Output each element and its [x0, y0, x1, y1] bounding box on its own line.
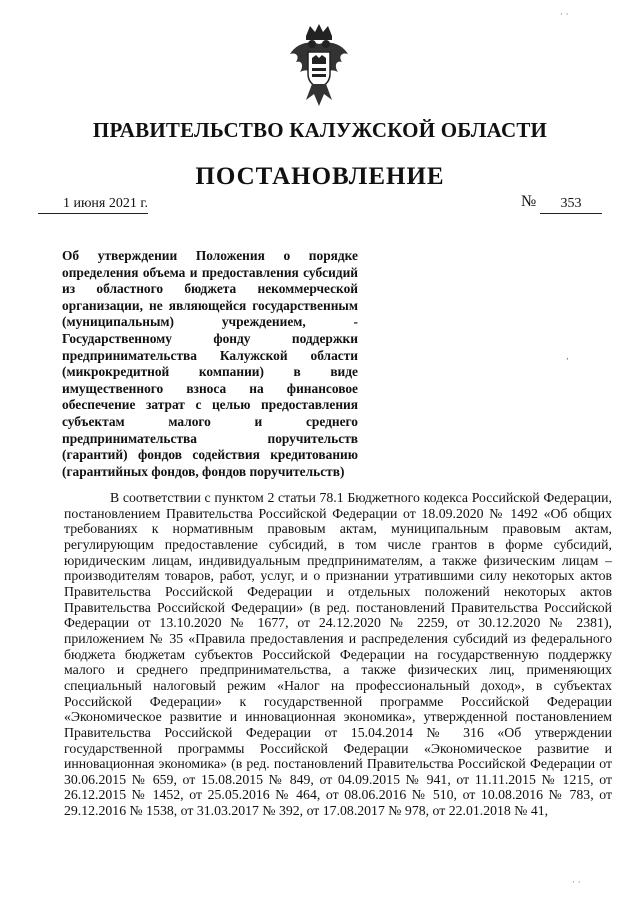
scan-mark: · ·	[572, 878, 581, 888]
document-date: 1 июня 2021 г.	[38, 196, 148, 214]
document-type-title: ПОСТАНОВЛЕНИЕ	[195, 163, 445, 190]
coat-of-arms-icon	[286, 22, 352, 108]
scan-mark: · ·	[560, 10, 569, 20]
scan-mark: ,	[566, 352, 569, 362]
body-paragraph: В соответствии с пунктом 2 статьи 78.1 Бюджетного кодекса Российской Федерации, постановлением Правительства Российской Федерации от 18.09.2020 № 1492 «Об общих требованиях к нормативным правовым актам, муниципальным правовым актам, регулирующим предоставление субсидий, в том числе грантов в форме субсидий, юридическим лицам, индивидуальным предпринимателям, а также физическим лицам – производителям товаров, работ, услуг, и о признании утратившими силу некоторых актов Правительства Российской Федерации и отдельных положений некоторых актов Правительства Российской Федерации» (в ред. постановлений Правительства Российской Федерации от 13.10.2020 № 1677, от 24.12.2020 № 2259, от 30.12.2020 № 2381), приложением № 35 «Правила предоставления и распределения субсидий из федерального бюджета бюджетам субъектов Российской Федерации на государственную поддержку малого и среднего предпринимательства, а также физических лиц, применяющих специальный налоговый режим «Налог на профессиональный доход», в субъектах Российской Федерации» к государственной программе Российской Федерации «Экономическое развитие и инновационная экономика», утвержденной постановлением Правительства Российской Федерации от 15.04.2014 № 316 «Об утверждении государственной программы Российской Федерации «Экономическое развитие и инновационная экономика» (в ред. постановлений Правительства Российской Федерации от 30.06.2015 № 659, от 15.08.2015 № 849, от 04.09.2015 № 941, от 11.11.2015 № 1215, от 26.12.2015 № 1452, от 25.05.2016 № 464, от 08.06.2016 № 510, от 10.08.2016 № 783, от 29.12.2016 № 1538, от 31.03.2017 № 392, от 17.08.2017 № 978, от 22.01.2018 № 41,	[64, 490, 612, 819]
document-number: 353	[540, 196, 602, 214]
document-number-label: №	[521, 193, 537, 210]
document-subject: Об утверждении Положения о порядке определения объема и предоставления субсидий из областного бюджета некоммерческой организации, не являющейся государственным (муниципальным) учреждением, - Государственному фонду поддержки предпринимательства Калужской области (микрокредитной компании) в виде имущественного взноса на финансовое обеспечение затрат с целью предоставления субъектам малого и среднего предпринимательства поручительств (гарантий) фондов содействия кредитованию (гарантийных фондов, фондов поручительств)	[62, 248, 358, 479]
organization-title: ПРАВИТЕЛЬСТВО КАЛУЖСКОЙ ОБЛАСТИ	[92, 118, 548, 142]
